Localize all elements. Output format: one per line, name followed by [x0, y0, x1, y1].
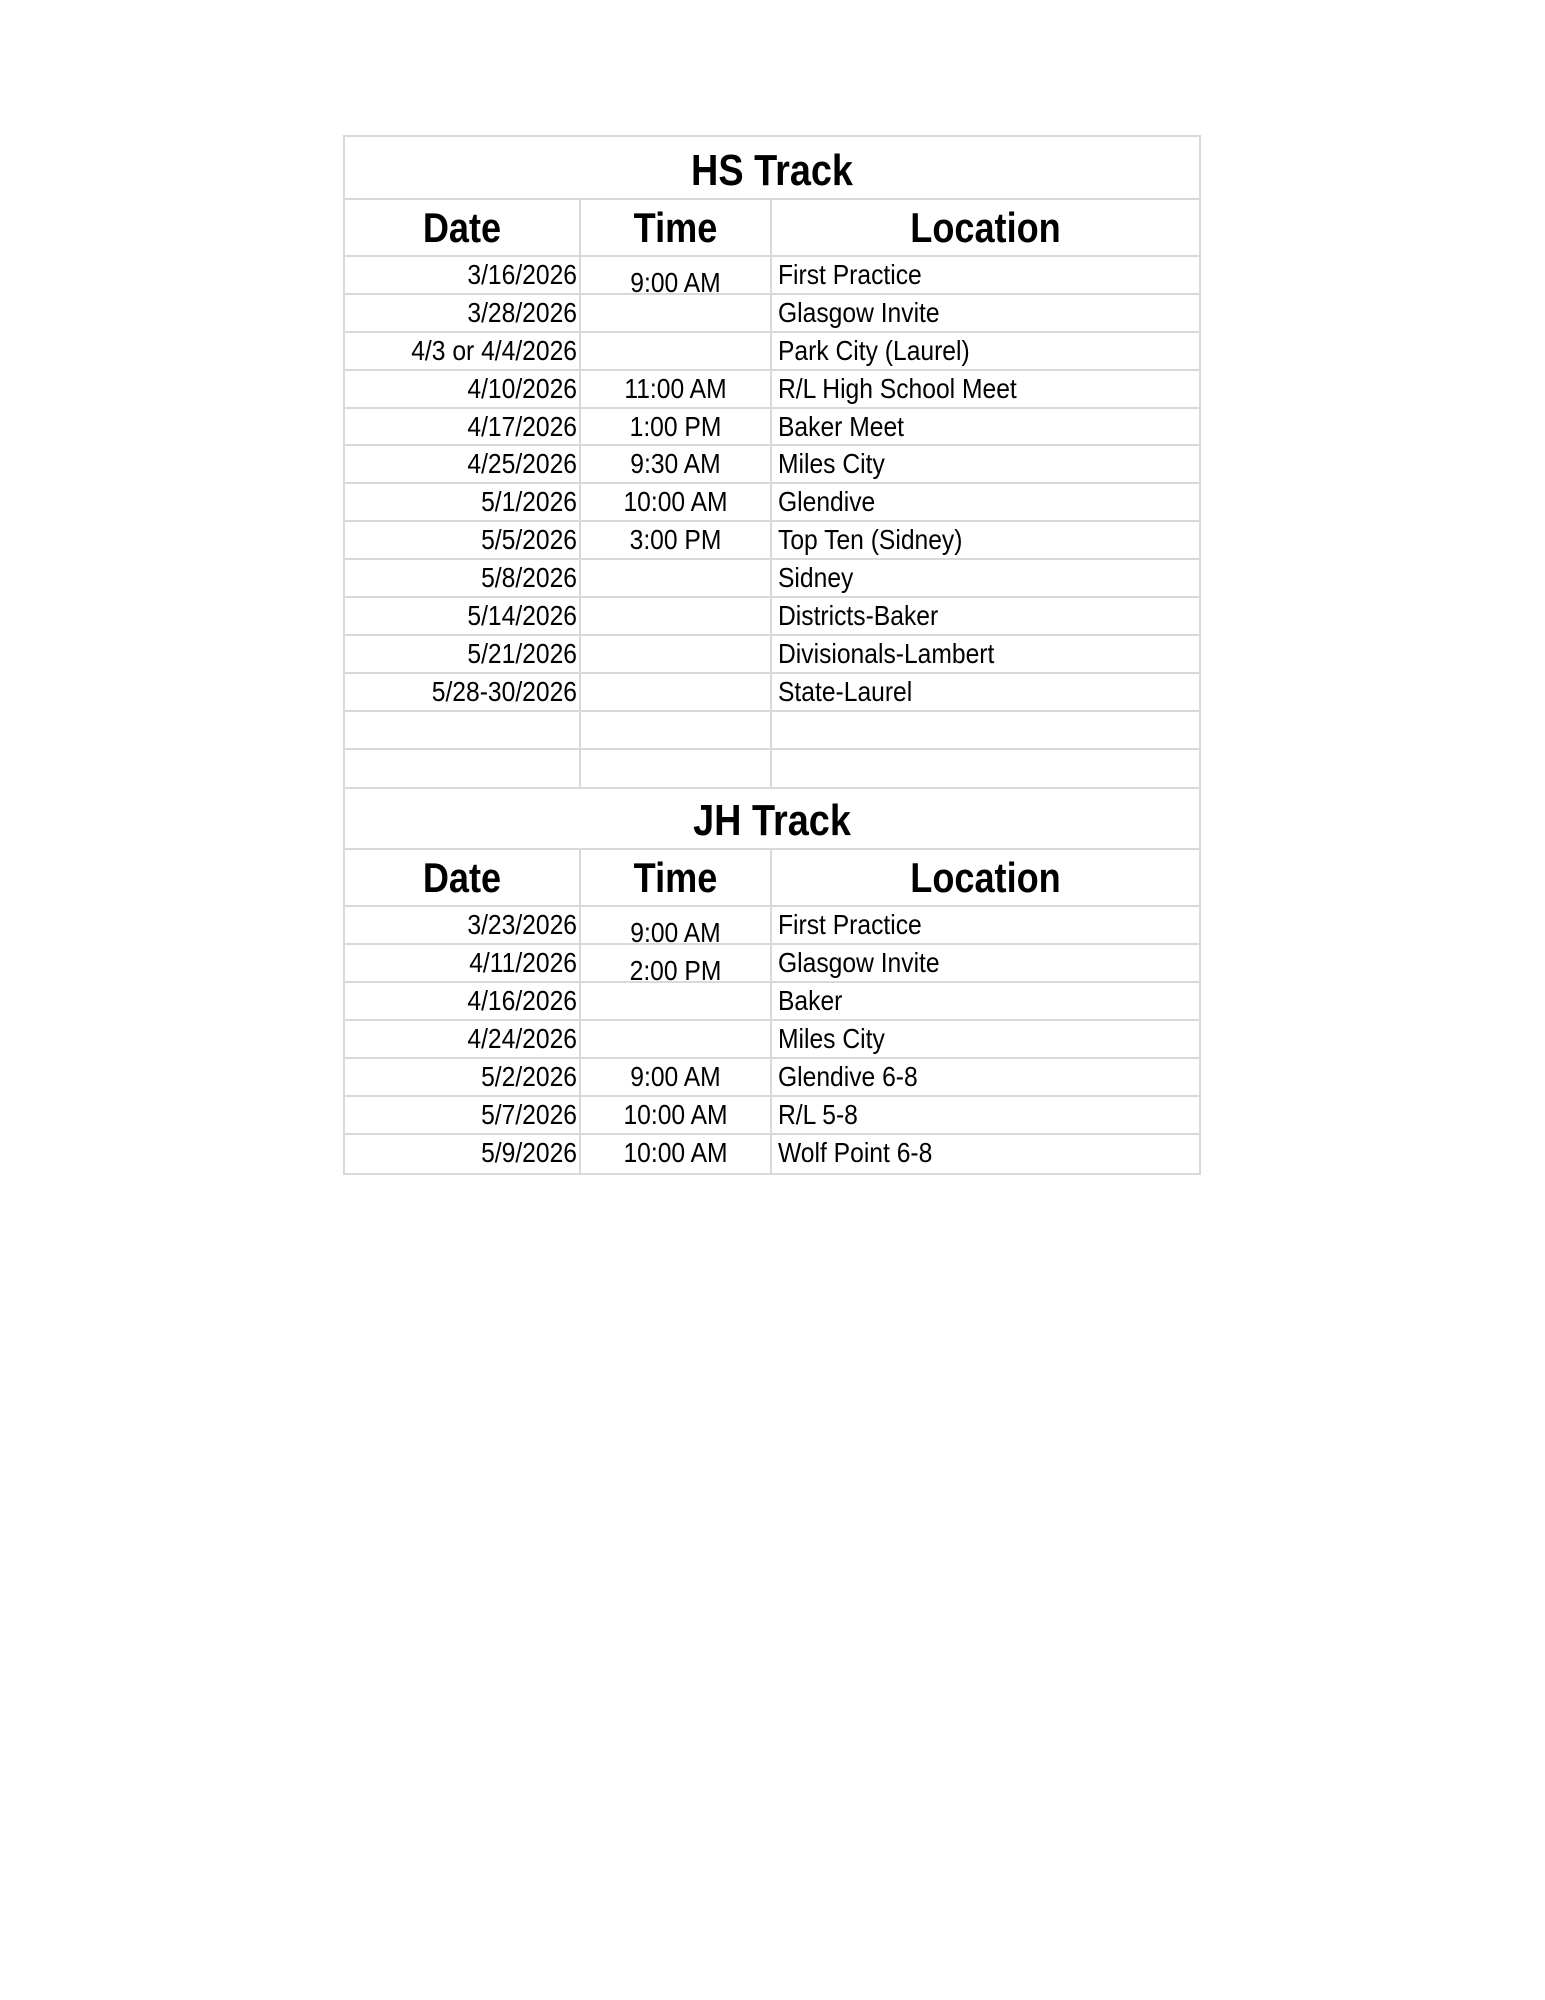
date-cell [345, 712, 581, 748]
time-cell [581, 333, 772, 369]
date-cell [345, 945, 581, 981]
date-cell [345, 522, 581, 558]
date-cell-text: 5/21/2026 [467, 637, 577, 669]
table-row [345, 522, 1199, 560]
header-date [345, 200, 581, 255]
time-cell-text: 9:00 AM [630, 1061, 721, 1093]
jh-section-title: JH Track [693, 796, 851, 846]
table-row [345, 983, 1199, 1021]
table-row [345, 371, 1199, 409]
date-cell [345, 636, 581, 672]
time-cell [581, 598, 772, 634]
date-cell [345, 295, 581, 331]
time-cell-text: 9:00 AM [630, 917, 721, 949]
table-row [345, 1059, 1199, 1097]
date-cell-text: 3/23/2026 [467, 909, 577, 941]
table-row [345, 674, 1199, 712]
date-cell-text: 4/3 or 4/4/2026 [411, 334, 577, 366]
location-cell [772, 257, 1199, 293]
date-cell [345, 257, 581, 293]
date-cell-text: 5/8/2026 [481, 562, 577, 594]
hs-rows [345, 257, 1199, 787]
time-cell [581, 1059, 772, 1095]
location-cell [772, 907, 1199, 943]
location-cell-text: Top Ten (Sidney) [778, 524, 963, 556]
time-cell-text: 10:00 AM [623, 486, 728, 518]
date-cell [345, 598, 581, 634]
table-row [345, 409, 1199, 447]
table-row [345, 446, 1199, 484]
date-cell [345, 409, 581, 445]
time-cell-text: 11:00 AM [624, 372, 727, 404]
date-cell-text: 5/9/2026 [481, 1136, 577, 1168]
time-cell-text: 9:30 AM [630, 448, 721, 480]
date-cell [345, 1097, 581, 1133]
hs-header-row [345, 200, 1199, 257]
time-cell [581, 560, 772, 596]
location-cell-text: R/L 5-8 [778, 1098, 858, 1130]
date-cell-text: 4/11/2026 [469, 947, 577, 979]
location-cell [772, 945, 1199, 981]
time-cell [581, 1135, 772, 1173]
time-cell [581, 712, 772, 748]
table-row [345, 1021, 1199, 1059]
location-cell [772, 484, 1199, 520]
schedule-sheet [343, 135, 1201, 1175]
location-cell [772, 446, 1199, 482]
jh-rows [345, 907, 1199, 1172]
date-cell [345, 333, 581, 369]
time-cell [581, 371, 772, 407]
time-cell [581, 409, 772, 445]
header-time-label: Time [633, 854, 718, 902]
table-row [345, 750, 1199, 788]
location-cell [772, 750, 1199, 788]
date-cell-text: 4/25/2026 [467, 448, 577, 480]
location-cell [772, 560, 1199, 596]
header-time [581, 200, 772, 255]
date-cell [345, 907, 581, 943]
location-cell [772, 636, 1199, 672]
time-cell-text: 2:00 PM [629, 955, 722, 987]
time-cell [581, 674, 772, 710]
table-row [345, 907, 1199, 949]
location-cell [772, 674, 1199, 710]
location-cell-text: Glasgow Invite [778, 296, 940, 328]
table-row [345, 636, 1199, 674]
table-row [345, 295, 1199, 333]
location-cell-text: Glendive 6-8 [778, 1061, 918, 1093]
time-cell [581, 522, 772, 558]
location-cell [772, 1059, 1199, 1095]
location-cell-text: Districts-Baker [778, 600, 939, 632]
table-row [345, 560, 1199, 598]
hs-section-title: HS Track [691, 146, 853, 195]
location-cell-text: Divisionals-Lambert [778, 637, 995, 669]
time-cell [581, 257, 772, 298]
date-cell [345, 1021, 581, 1057]
header-date-label: Date [422, 204, 502, 251]
location-cell [772, 1135, 1199, 1173]
date-cell [345, 983, 581, 1019]
table-row [345, 712, 1199, 750]
time-cell-text: 3:00 PM [629, 524, 722, 556]
location-cell [772, 598, 1199, 634]
date-cell [345, 750, 581, 788]
location-cell-text: First Practice [778, 909, 922, 941]
date-cell-text: 4/16/2026 [467, 985, 577, 1017]
date-cell [345, 674, 581, 710]
date-cell-text: 5/14/2026 [467, 600, 577, 632]
date-cell-text: 5/5/2026 [481, 524, 577, 556]
location-cell [772, 712, 1199, 748]
time-cell [581, 446, 772, 482]
location-cell-text: Baker Meet [778, 410, 904, 442]
time-cell [581, 1021, 772, 1057]
table-row [345, 1097, 1199, 1135]
time-cell [581, 1097, 772, 1133]
location-cell [772, 983, 1199, 1019]
date-cell-text: 4/24/2026 [467, 1023, 577, 1055]
location-cell-text: First Practice [778, 259, 922, 290]
location-cell-text: State-Laurel [778, 675, 913, 707]
date-cell [345, 560, 581, 596]
date-cell [345, 1059, 581, 1095]
header-date [345, 850, 581, 905]
date-cell [345, 1135, 581, 1173]
location-cell-text: Baker [778, 985, 843, 1017]
location-cell-text: Glendive [778, 486, 876, 518]
location-cell-text: Miles City [778, 1023, 885, 1055]
date-cell [345, 484, 581, 520]
location-cell [772, 522, 1199, 558]
location-cell [772, 371, 1199, 407]
date-cell-text: 5/7/2026 [481, 1098, 577, 1130]
header-date-label: Date [422, 854, 502, 902]
date-cell [345, 371, 581, 407]
location-cell [772, 409, 1199, 445]
location-cell [772, 1021, 1199, 1057]
table-row [345, 484, 1199, 522]
table-row [345, 257, 1199, 298]
date-cell-text: 4/17/2026 [467, 410, 577, 442]
location-cell-text: Wolf Point 6-8 [778, 1136, 933, 1168]
location-cell [772, 295, 1199, 331]
location-cell-text: Glasgow Invite [778, 947, 940, 979]
location-cell [772, 333, 1199, 369]
date-cell-text: 5/28-30/2026 [431, 675, 577, 707]
time-cell [581, 907, 772, 949]
header-location-label: Location [910, 204, 1061, 251]
header-location [772, 200, 1199, 255]
date-cell-text: 5/1/2026 [481, 486, 577, 518]
time-cell-text: 9:00 AM [630, 267, 721, 298]
location-cell-text: Miles City [778, 448, 885, 480]
time-cell [581, 750, 772, 788]
time-cell-text: 10:00 AM [623, 1136, 728, 1168]
table-row [345, 333, 1199, 371]
table-row [345, 598, 1199, 636]
header-time-label: Time [633, 204, 718, 251]
table-row [345, 1135, 1199, 1173]
date-cell-text: 5/2/2026 [481, 1061, 577, 1093]
time-cell [581, 636, 772, 672]
header-location [772, 850, 1199, 905]
jh-header-row [345, 850, 1199, 907]
location-cell-text: Sidney [778, 562, 854, 594]
date-cell-text: 3/16/2026 [467, 259, 577, 290]
hs-section-title-row [345, 137, 1199, 200]
time-cell-text: 1:00 PM [629, 410, 722, 442]
time-cell-text: 10:00 AM [623, 1098, 728, 1130]
location-cell-text: Park City (Laurel) [778, 334, 970, 366]
time-cell [581, 484, 772, 520]
header-time [581, 850, 772, 905]
table-row [345, 945, 1199, 987]
date-cell [345, 446, 581, 482]
header-location-label: Location [910, 854, 1061, 902]
location-cell-text: R/L High School Meet [778, 372, 1017, 404]
jh-section-title-row [345, 787, 1199, 850]
location-cell [772, 1097, 1199, 1133]
date-cell-text: 3/28/2026 [467, 296, 577, 328]
date-cell-text: 4/10/2026 [467, 372, 577, 404]
